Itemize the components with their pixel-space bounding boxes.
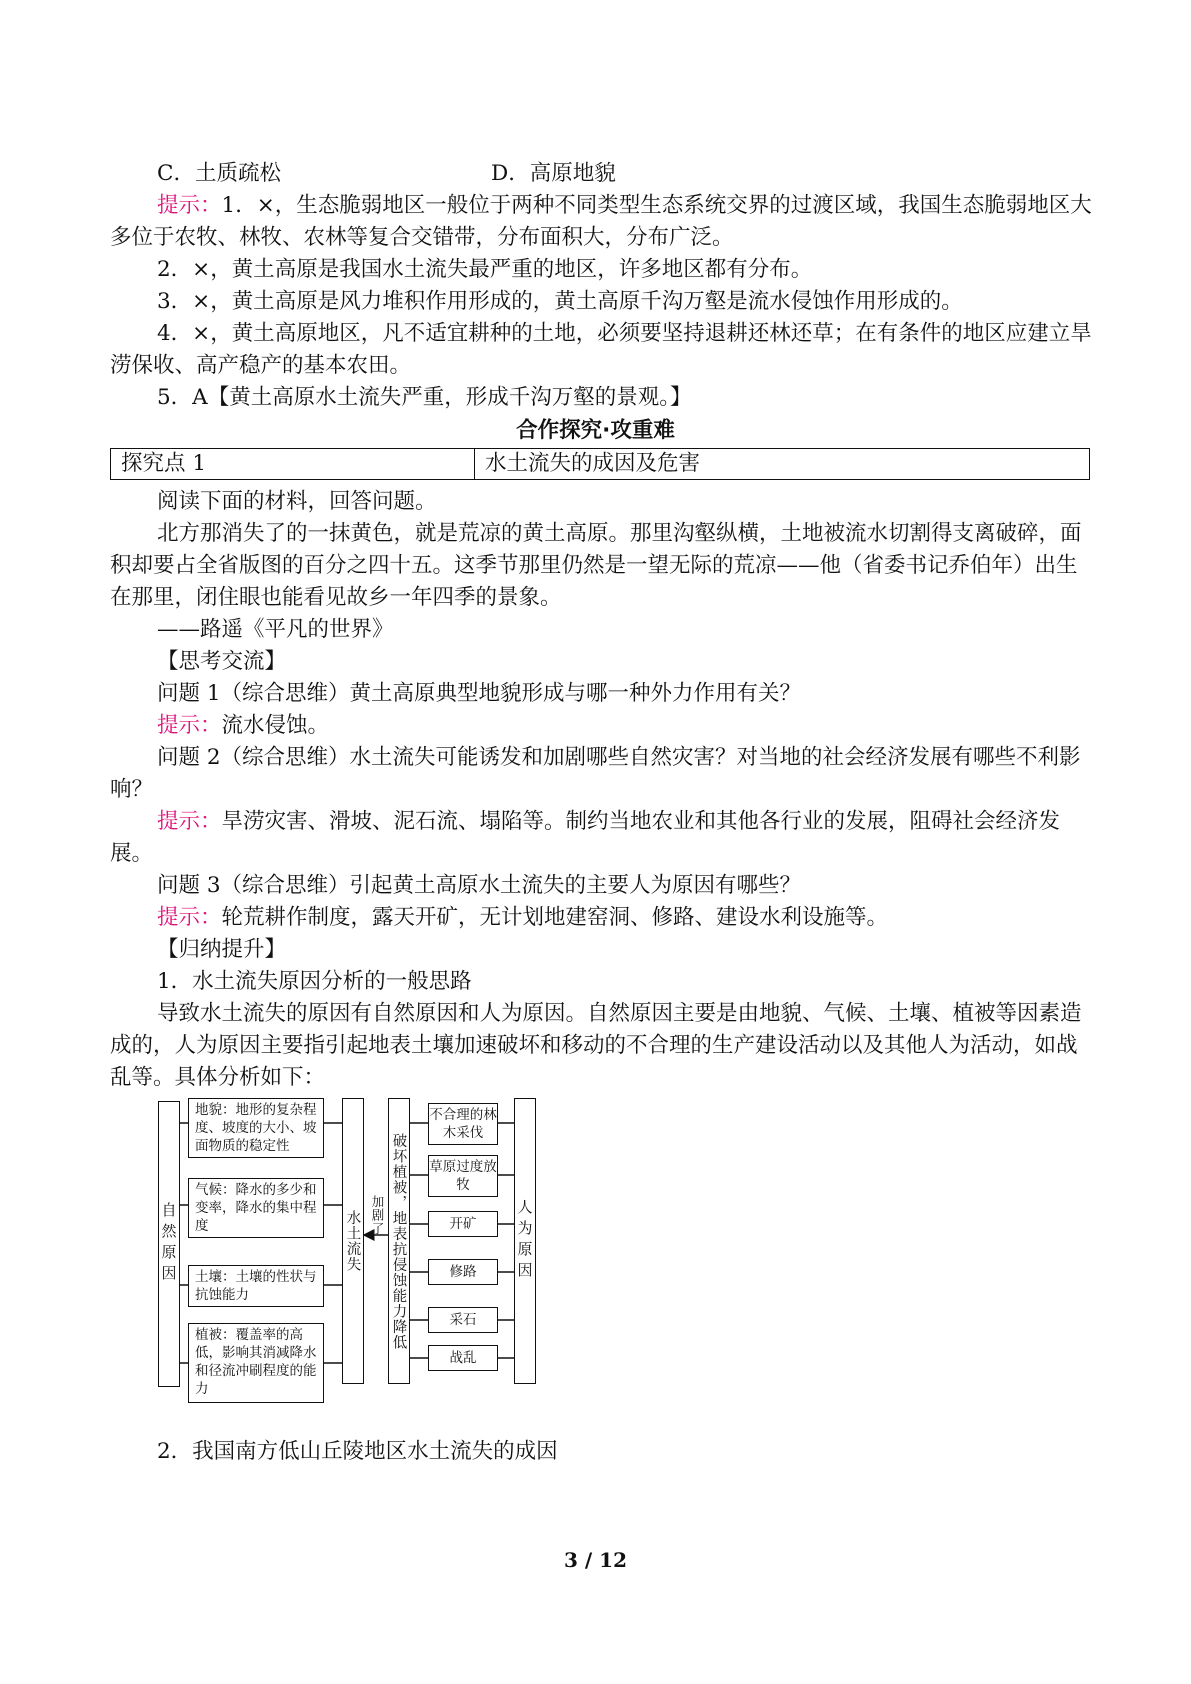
- outcome-box: [342, 1098, 364, 1384]
- answer-2-text: 旱涝灾害、滑坡、泥石流、塌陷等。制约当地农业和其他各行业的发展，阻碍社会经济发展。: [110, 809, 1061, 866]
- hint-paragraph-3: 3．×，黄土高原是风力堆积作用形成的，黄土高原千沟万壑是流水侵蚀作用形成的。: [157, 289, 963, 314]
- material-passage: 北方那消失了的一抹黄色，就是荒凉的黄土高原。那里沟壑纵横，土地被流水切割得支离破碎，面积却要占全省版图的百分之四十五。这季节那里仍然是一望无际的荒凉——他（省委书记乔伯年）出生在那里，闭住眼也能看见故乡一年四季的景象。: [110, 521, 1082, 610]
- answer-2-label: 提示：: [157, 809, 222, 834]
- hint-1-text: 1．×，生态脆弱地区一般位于两种不同类型生态系统交界的过渡区域，我国生态脆弱地区大多位于农牧、林牧、农林等复合交错带，分布面积大，分布广泛。: [110, 193, 1092, 250]
- answer-3-text: 轮荒耕作制度，露天开矿，无计划地建窑洞、修路、建设水利设施等。: [221, 905, 889, 930]
- hint-label: 提示：: [157, 193, 222, 218]
- summary-heading: 【归纳提升】: [157, 937, 287, 962]
- inquiry-point-label: 探究点 1: [111, 449, 475, 479]
- soil-erosion-cause-diagram: [158, 1095, 588, 1413]
- factor-vegetation: 植被：覆盖率的高低，影响其消减降水和径流冲刷程度的能力: [188, 1323, 324, 1403]
- human-factor-mining: 开矿: [428, 1211, 498, 1237]
- hint-paragraph-5: 5．A【黄土高原水土流失严重，形成千沟万壑的景观。】: [157, 385, 692, 410]
- damage-box: [388, 1098, 410, 1384]
- outcome-label: 水土流失: [344, 1210, 361, 1272]
- natural-cause-label-box: [158, 1101, 180, 1387]
- closing-text-block: [110, 1436, 1092, 1468]
- answer-1-label: 提示：: [157, 713, 222, 738]
- lower-text-block: [110, 486, 1092, 1094]
- summary-item-1-text: 导致水土流失的原因有自然原因和人为原因。自然原因主要是由地貌、气候、土壤、植被等因素造成的，人为原因主要指引起地表土壤加速破坏和移动的不合理的生产建设活动以及其他人为活动，如战乱等。具体分析如下：: [110, 1001, 1082, 1090]
- human-cause-label: 人为原因: [515, 1199, 534, 1283]
- human-factor-logging: 不合理的林木采伐: [428, 1103, 498, 1145]
- option-d: D．高原地貌: [491, 161, 616, 186]
- hint-paragraph-1: [110, 190, 1092, 254]
- options-row: [110, 158, 1092, 190]
- aggravated-label-wrap: [368, 1195, 386, 1240]
- discussion-heading: 【思考交流】: [157, 649, 287, 674]
- hint-paragraph-4: 4．×，黄土高原地区，凡不适宜耕种的土地，必须要坚持退耕还林还草；在有条件的地区应建立旱涝保收、高产稳产的基本农田。: [110, 321, 1092, 378]
- option-c: C．土质疏松: [157, 161, 281, 186]
- question-3: 问题 3（综合思维）引起黄土高原水土流失的主要人为原因有哪些？: [157, 873, 802, 898]
- page-number: 3 / 12: [564, 1548, 627, 1572]
- upper-text-block: [110, 158, 1092, 414]
- factor-climate: 气候：降水的多少和变率，降水的集中程度: [188, 1178, 324, 1238]
- aggravated-label: 加剧了: [370, 1195, 385, 1236]
- answer-1-text: 流水侵蚀。: [221, 713, 330, 738]
- answer-3: [110, 902, 1092, 934]
- factor-landform: 地貌：地形的复杂程度、坡度的大小、坡面物质的稳定性: [188, 1098, 324, 1158]
- question-1: 问题 1（综合思维）黄土高原典型地貌形成与哪一种外力作用有关？: [157, 681, 802, 706]
- inquiry-table: [110, 448, 1090, 480]
- inquiry-point-topic: 水土流失的成因及危害: [485, 451, 701, 476]
- hint-paragraph-2: 2．×，黄土高原是我国水土流失最严重的地区，许多地区都有分布。: [157, 257, 813, 282]
- summary-item-1: 1．水土流失原因分析的一般思路: [157, 969, 472, 994]
- answer-1: [110, 710, 1092, 742]
- human-factor-war: 战乱: [428, 1345, 498, 1371]
- natural-cause-label: 自然原因: [159, 1202, 178, 1286]
- section-title: 合作探究·攻重难: [516, 418, 675, 443]
- material-intro: 阅读下面的材料，回答问题。: [157, 489, 437, 514]
- answer-3-label: 提示：: [157, 905, 222, 930]
- human-cause-label-box: [514, 1098, 536, 1384]
- damage-label: 破坏植被，地表抗侵蚀能力降低: [390, 1132, 407, 1350]
- human-factor-overgrazing: 草原过度放牧: [428, 1155, 498, 1197]
- human-factor-quarrying: 采石: [428, 1307, 498, 1333]
- material-source: ——路遥《平凡的世界》: [157, 617, 394, 642]
- question-2: 问题 2（综合思维）水土流失可能诱发和加剧哪些自然灾害？对当地的社会经济发展有哪些不利影响？: [110, 745, 1081, 802]
- summary-item-2: 2．我国南方低山丘陵地区水土流失的成因: [157, 1439, 558, 1464]
- answer-2: [110, 806, 1092, 870]
- human-factor-road-building: 修路: [428, 1259, 498, 1285]
- factor-soil: 土壤：土壤的性状与抗蚀能力: [188, 1265, 324, 1307]
